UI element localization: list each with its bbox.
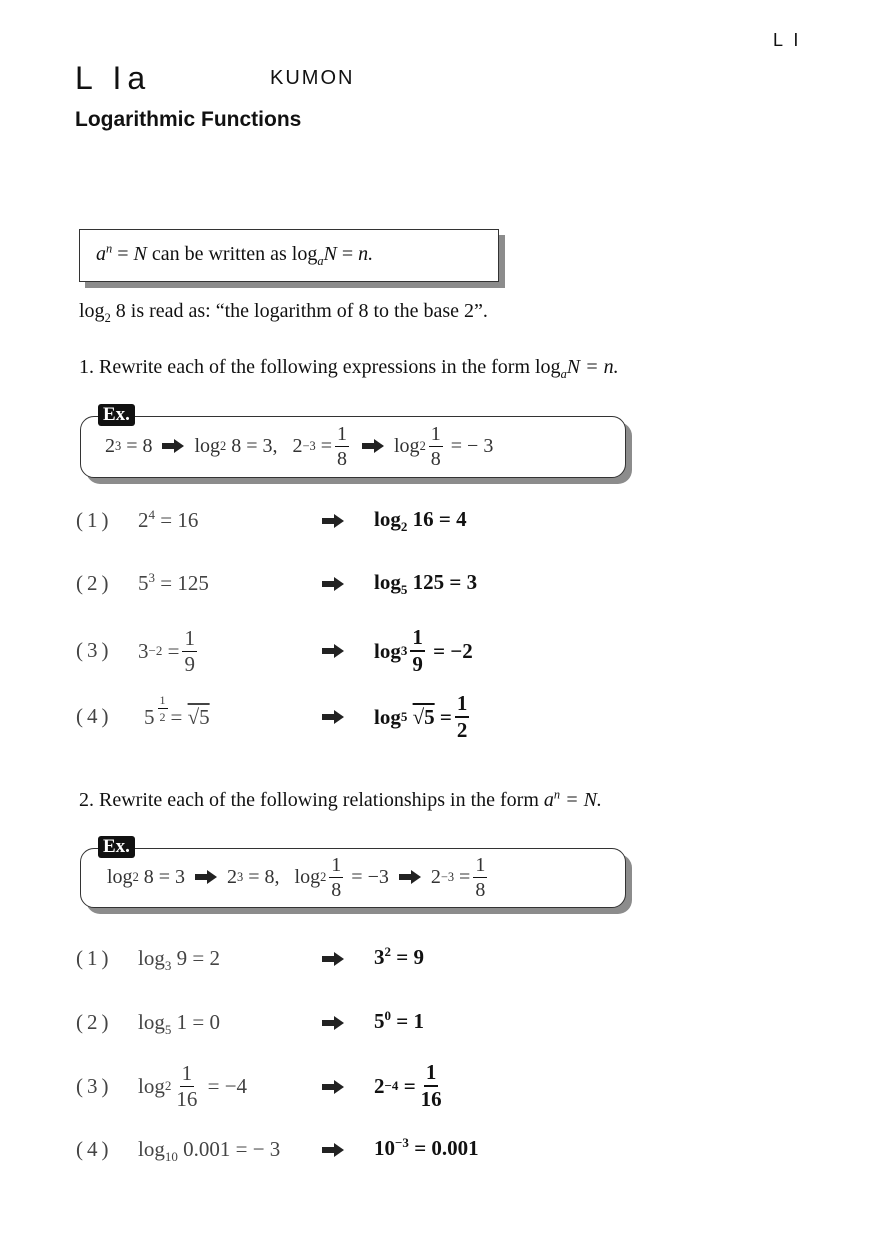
q1-item-1-question: $2^4 = 16$ [138, 507, 199, 532]
right-arrow-icon [322, 1143, 344, 1157]
q1-example-label: Ex. [98, 404, 135, 426]
q1-item-1-label: (1) [76, 508, 113, 532]
right-arrow-icon [322, 710, 344, 724]
q1-item-4-label: (4) [76, 704, 113, 728]
q2-item-4-question: $\log_{10} 0.001$ = − 3 [138, 1137, 281, 1165]
q2-item-1-question: $\log_3 9 = 2$ [138, 946, 220, 974]
right-arrow-icon [322, 1016, 344, 1030]
right-arrow-icon [162, 439, 184, 453]
q2-item-2-question: $\log_5 1 = 0$ [138, 1010, 220, 1038]
brand-logo: KUMON [270, 67, 355, 89]
q2-item-2-label: (2) [76, 1010, 113, 1034]
q2-item-3-answer: 2 −4 = $\frac{1}{16}$ [374, 1060, 442, 1111]
q2-instruction: 2. Rewrite each of the following relationships in the form $a^n = N$. [79, 787, 602, 811]
q1-item-1-answer: $\log_2 16 = 4$ [374, 507, 467, 535]
right-arrow-icon [322, 952, 344, 966]
right-arrow-icon [322, 577, 344, 591]
q1-item-3-question: 3 −2 = $\frac{1}{9}$ [138, 625, 195, 676]
q1-item-3-answer: log 3 $\frac{1}{9}$ = −2 [374, 625, 473, 676]
q2-item-3-label: (3) [76, 1074, 113, 1098]
level-label: L Ia [75, 60, 152, 96]
q1-item-3-label: (3) [76, 638, 113, 662]
q2-item-3-question: log 2 $\frac{1}{16}$ = −4 [138, 1060, 248, 1111]
q2-example-content: log 2 8 = 3 2 3 = 8, log 2 $\frac{1}{8}$ = −3 2 −3 = $\frac{1}{8}$ [107, 853, 486, 901]
right-arrow-icon [195, 870, 217, 884]
q1-item-2-answer: $\log_5 125 = 3$ [374, 570, 478, 598]
definition-text: $a^n = N$ can be written as $\log_aN = n$. [96, 241, 374, 268]
q2-item-4-answer: $10^{-3} = 0.001$ [374, 1135, 479, 1160]
read-note: $\log_2 8$ is read as: “the logarithm of 8 to the base 2”. [79, 300, 488, 325]
q1-example-content: 2 3 = 8 log 2 8 = 3, 2 −3 = $\frac{1}{8}$ log 2 $\frac{1}{8}$ = − 3 [105, 422, 494, 470]
page-code: L I [773, 30, 802, 50]
q2-item-1-label: (1) [76, 946, 113, 970]
q1-item-4-answer: log 5 √5 = $\frac{1}{2}$ [374, 691, 468, 742]
q2-item-1-answer: $3^2 = 9$ [374, 944, 424, 969]
q1-item-2-question: $5^3 = 125$ [138, 570, 209, 595]
right-arrow-icon [399, 870, 421, 884]
right-arrow-icon [322, 644, 344, 658]
q2-example-label: Ex. [98, 836, 135, 858]
page-title: Logarithmic Functions [75, 108, 302, 131]
right-arrow-icon [322, 514, 344, 528]
q1-item-4-question: 5 $\frac{1}{2}$ = √5 [144, 692, 210, 729]
q1-instruction: 1. Rewrite each of the following expressions in the form $\log_aN = n$. [79, 356, 619, 381]
q2-item-2-answer: $5^0 = 1$ [374, 1008, 424, 1033]
right-arrow-icon [322, 1080, 344, 1094]
q2-item-4-label: (4) [76, 1137, 113, 1161]
q1-item-2-label: (2) [76, 571, 113, 595]
right-arrow-icon [362, 439, 384, 453]
